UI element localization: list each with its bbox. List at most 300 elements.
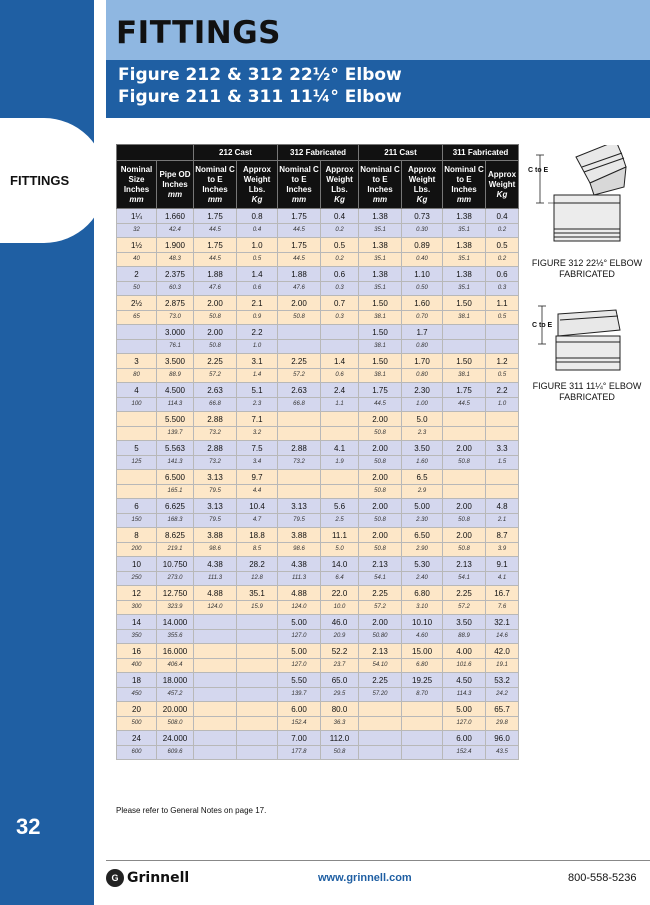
table-cell: 1.4 xyxy=(237,267,278,282)
table-cell: 1.75 xyxy=(278,238,321,253)
table-cell: 8.5 xyxy=(237,543,278,557)
table-cell: 1.1 xyxy=(486,296,519,311)
column-header: Approx Weight Lbs. Kg xyxy=(237,161,278,209)
table-cell: 44.5 xyxy=(194,224,237,238)
table-cell: 0.2 xyxy=(486,253,519,267)
table-cell: 8.625 xyxy=(157,528,194,543)
table-cell xyxy=(278,325,321,340)
table-row xyxy=(117,224,519,238)
table-cell: 0.6 xyxy=(321,369,359,383)
table-row xyxy=(117,470,519,485)
table-cell: 44.5 xyxy=(359,398,402,412)
table-cell: 88.9 xyxy=(443,630,486,644)
table-cell: 508.0 xyxy=(157,717,194,731)
table-cell: 44.5 xyxy=(194,253,237,267)
table-cell: 457.2 xyxy=(157,688,194,702)
table-cell: 2.2 xyxy=(237,325,278,340)
table-cell: 50.8 xyxy=(443,514,486,528)
table-cell: 2.30 xyxy=(402,383,443,398)
fig1-dimension-label: C to E xyxy=(528,167,549,174)
table-cell xyxy=(237,731,278,746)
table-cell: 6.500 xyxy=(157,470,194,485)
table-cell xyxy=(194,717,237,731)
footer-divider xyxy=(106,860,650,861)
table-row xyxy=(117,702,519,717)
table-row xyxy=(117,456,519,470)
table-cell: 1.38 xyxy=(443,238,486,253)
table-cell: 2.88 xyxy=(278,441,321,456)
table-cell: 0.89 xyxy=(402,238,443,253)
table-cell: 219.1 xyxy=(157,543,194,557)
table-row xyxy=(117,601,519,615)
table-cell: 1.38 xyxy=(443,267,486,282)
table-cell: 152.4 xyxy=(443,746,486,760)
table-cell: 50.8 xyxy=(359,456,402,470)
table-cell: 0.3 xyxy=(321,311,359,325)
table-cell: 10 xyxy=(117,557,157,572)
table-cell: 35.1 xyxy=(237,586,278,601)
table-cell: 54.1 xyxy=(359,572,402,586)
table-cell xyxy=(278,485,321,499)
table-cell: 1.4 xyxy=(237,369,278,383)
table-cell: 100 xyxy=(117,398,157,412)
table-cell xyxy=(278,340,321,354)
subtitle-line-1: Figure 212 & 312 22½° Elbow xyxy=(118,65,402,85)
table-cell: 6 xyxy=(117,499,157,514)
table-cell: 50.8 xyxy=(443,543,486,557)
group-header-blank xyxy=(117,145,194,161)
table-cell xyxy=(443,485,486,499)
table-cell: 0.6 xyxy=(321,267,359,282)
table-cell: 35.1 xyxy=(359,282,402,296)
table-row xyxy=(117,717,519,731)
table-row xyxy=(117,644,519,659)
table-cell: 5.6 xyxy=(321,499,359,514)
table-cell xyxy=(359,717,402,731)
table-cell: 24.2 xyxy=(486,688,519,702)
table-cell: 20.9 xyxy=(321,630,359,644)
table-cell: 2.30 xyxy=(402,514,443,528)
table-cell: 50.8 xyxy=(443,456,486,470)
table-cell: 2.00 xyxy=(194,325,237,340)
table-cell: 14.000 xyxy=(157,615,194,630)
table-cell: 2.00 xyxy=(443,499,486,514)
table-cell: 0.5 xyxy=(237,253,278,267)
table-cell: 2.875 xyxy=(157,296,194,311)
table-cell: 24.000 xyxy=(157,731,194,746)
table-cell: 23.7 xyxy=(321,659,359,673)
table-cell: 4 xyxy=(117,383,157,398)
table-cell xyxy=(443,340,486,354)
table-cell xyxy=(237,688,278,702)
table-cell xyxy=(486,485,519,499)
table-cell: 50.80 xyxy=(359,630,402,644)
table-row xyxy=(117,354,519,369)
table-cell: 177.8 xyxy=(278,746,321,760)
table-cell: 15.00 xyxy=(402,644,443,659)
table-cell: 2.00 xyxy=(443,441,486,456)
table-cell: 2.63 xyxy=(278,383,321,398)
table-cell: 14 xyxy=(117,615,157,630)
table-cell: 50.8 xyxy=(359,485,402,499)
website-link[interactable]: www.grinnell.com xyxy=(318,872,412,884)
table-cell: 0.4 xyxy=(486,209,519,224)
table-cell: 10.0 xyxy=(321,601,359,615)
table-cell: 88.9 xyxy=(157,369,194,383)
table-cell: 0.73 xyxy=(402,209,443,224)
table-cell: 2.00 xyxy=(359,615,402,630)
table-cell: 6.50 xyxy=(402,528,443,543)
table-cell: 3.50 xyxy=(443,615,486,630)
table-cell: 3.50 xyxy=(402,441,443,456)
table-cell: 5.00 xyxy=(278,615,321,630)
table-cell: 0.5 xyxy=(486,369,519,383)
table-cell: 127.0 xyxy=(278,630,321,644)
table-cell: 38.1 xyxy=(359,369,402,383)
table-cell: 52.2 xyxy=(321,644,359,659)
table-cell: 38.1 xyxy=(443,369,486,383)
table-cell: 2.00 xyxy=(359,528,402,543)
table-cell: 19.1 xyxy=(486,659,519,673)
table-cell: 44.5 xyxy=(443,398,486,412)
table-cell: 57.20 xyxy=(359,688,402,702)
table-cell xyxy=(117,412,157,427)
table-cell: 127.0 xyxy=(443,717,486,731)
table-cell: 1.38 xyxy=(359,238,402,253)
table-row xyxy=(117,514,519,528)
table-cell: 139.7 xyxy=(278,688,321,702)
table-cell: 5.563 xyxy=(157,441,194,456)
table-cell: 323.9 xyxy=(157,601,194,615)
table-cell: 18.8 xyxy=(237,528,278,543)
table-cell: 2.90 xyxy=(402,543,443,557)
table-cell xyxy=(443,412,486,427)
table-cell: 0.8 xyxy=(237,209,278,224)
table-cell: 1.60 xyxy=(402,456,443,470)
table-cell xyxy=(486,412,519,427)
table-cell: 2.4 xyxy=(321,383,359,398)
table-cell: 6.625 xyxy=(157,499,194,514)
table-cell: 1.7 xyxy=(402,325,443,340)
table-cell: 50.8 xyxy=(321,746,359,760)
table-cell: 32 xyxy=(117,224,157,238)
table-cell: 29.8 xyxy=(486,717,519,731)
table-cell: 6.00 xyxy=(278,702,321,717)
logo-text: Grinnell xyxy=(127,870,190,886)
table-cell: 4.500 xyxy=(157,383,194,398)
table-cell: 3.10 xyxy=(402,601,443,615)
table-cell xyxy=(321,485,359,499)
table-cell xyxy=(237,702,278,717)
table-cell: 80 xyxy=(117,369,157,383)
table-cell: 2.00 xyxy=(194,296,237,311)
table-cell: 1.88 xyxy=(278,267,321,282)
table-cell: 98.6 xyxy=(278,543,321,557)
table-cell: 3.9 xyxy=(486,543,519,557)
table-cell: 300 xyxy=(117,601,157,615)
table-row xyxy=(117,615,519,630)
table-cell: 16.000 xyxy=(157,644,194,659)
table-cell: 3.500 xyxy=(157,354,194,369)
table-cell: 73.2 xyxy=(194,456,237,470)
table-cell: 16.7 xyxy=(486,586,519,601)
table-cell: 35.1 xyxy=(359,224,402,238)
table-cell: 8.7 xyxy=(486,528,519,543)
table-cell: 19.25 xyxy=(402,673,443,688)
table-cell: 46.0 xyxy=(321,615,359,630)
table-cell: 5.00 xyxy=(443,702,486,717)
table-cell: 2.25 xyxy=(194,354,237,369)
table-cell: 98.6 xyxy=(194,543,237,557)
table-cell: 450 xyxy=(117,688,157,702)
table-cell: 12.750 xyxy=(157,586,194,601)
table-cell: 1.0 xyxy=(237,238,278,253)
table-cell xyxy=(117,427,157,441)
table-row xyxy=(117,238,519,253)
table-cell: 4.88 xyxy=(278,586,321,601)
table-cell: 4.4 xyxy=(237,485,278,499)
table-cell: 3 xyxy=(117,354,157,369)
group-header: 312 Fabricated xyxy=(278,145,359,161)
table-cell: 79.5 xyxy=(194,514,237,528)
grinnell-logo-icon: G xyxy=(106,869,124,887)
table-cell: 44.5 xyxy=(278,224,321,238)
table-cell: 10.10 xyxy=(402,615,443,630)
table-cell: 54.1 xyxy=(443,572,486,586)
table-cell: 5.0 xyxy=(402,412,443,427)
table-cell: 8.70 xyxy=(402,688,443,702)
table-cell: 18.000 xyxy=(157,673,194,688)
table-cell: 4.88 xyxy=(194,586,237,601)
column-header: Nominal C to E Inches mm xyxy=(443,161,486,209)
table-cell xyxy=(194,702,237,717)
table-cell: 1.50 xyxy=(443,354,486,369)
table-cell: 0.6 xyxy=(237,282,278,296)
elbow-11-25-drawing xyxy=(528,300,648,375)
table-cell: 2.3 xyxy=(402,427,443,441)
table-row xyxy=(117,311,519,325)
table-cell: 2.1 xyxy=(486,514,519,528)
table-cell: 5 xyxy=(117,441,157,456)
table-cell: 15.9 xyxy=(237,601,278,615)
table-cell: 24 xyxy=(117,731,157,746)
table-cell: 355.6 xyxy=(157,630,194,644)
table-cell: 3.88 xyxy=(194,528,237,543)
table-cell: 35.1 xyxy=(443,253,486,267)
table-cell: 38.1 xyxy=(443,311,486,325)
table-cell: 4.1 xyxy=(321,441,359,456)
table-cell: 350 xyxy=(117,630,157,644)
table-cell: 2.88 xyxy=(194,441,237,456)
table-cell: 168.3 xyxy=(157,514,194,528)
table-cell: 1.75 xyxy=(359,383,402,398)
table-cell: 10.750 xyxy=(157,557,194,572)
table-cell xyxy=(443,325,486,340)
table-cell: 101.6 xyxy=(443,659,486,673)
table-cell: 111.3 xyxy=(194,572,237,586)
table-cell xyxy=(237,717,278,731)
elbow-22-5-drawing xyxy=(528,145,648,255)
table-cell: 5.00 xyxy=(402,499,443,514)
table-cell: 2.2 xyxy=(486,383,519,398)
table-cell: 3.13 xyxy=(194,470,237,485)
table-cell: 2.3 xyxy=(237,398,278,412)
table-cell: 2.00 xyxy=(278,296,321,311)
table-cell: 12 xyxy=(117,586,157,601)
table-cell: 1.00 xyxy=(402,398,443,412)
table-cell xyxy=(486,340,519,354)
table-cell: 48.3 xyxy=(157,253,194,267)
table-cell: 0.3 xyxy=(486,282,519,296)
table-cell: 0.4 xyxy=(237,224,278,238)
table-cell: 2.00 xyxy=(359,470,402,485)
table-cell xyxy=(321,340,359,354)
table-cell: 2.63 xyxy=(194,383,237,398)
table-cell: 50 xyxy=(117,282,157,296)
table-cell: 7.5 xyxy=(237,441,278,456)
table-cell: 1.50 xyxy=(359,296,402,311)
table-cell xyxy=(443,470,486,485)
table-cell xyxy=(321,470,359,485)
table-cell: 1.2 xyxy=(486,354,519,369)
table-row xyxy=(117,659,519,673)
table-cell xyxy=(486,427,519,441)
table-cell: 57.2 xyxy=(278,369,321,383)
table-cell: 16 xyxy=(117,644,157,659)
table-cell: 36.3 xyxy=(321,717,359,731)
table-cell: 5.0 xyxy=(321,543,359,557)
table-cell: 114.3 xyxy=(157,398,194,412)
table-cell: 42.4 xyxy=(157,224,194,238)
table-cell: 8 xyxy=(117,528,157,543)
table-cell: 14.6 xyxy=(486,630,519,644)
table-cell: 2.13 xyxy=(359,644,402,659)
table-cell: 7.6 xyxy=(486,601,519,615)
column-header: Nominal C to E Inches mm xyxy=(278,161,321,209)
table-cell: 3.3 xyxy=(486,441,519,456)
table-cell: 1¼ xyxy=(117,209,157,224)
table-cell: 125 xyxy=(117,456,157,470)
table-row xyxy=(117,499,519,514)
table-group-header-row xyxy=(117,145,519,161)
table-cell: 0.80 xyxy=(402,340,443,354)
table-cell: 7.1 xyxy=(237,412,278,427)
fig1-caption: FIGURE 312 22½° ELBOW FABRICATED xyxy=(531,258,643,279)
table-cell: 4.50 xyxy=(443,673,486,688)
table-cell: 20.000 xyxy=(157,702,194,717)
table-cell: 0.80 xyxy=(402,369,443,383)
table-cell xyxy=(278,412,321,427)
subtitle-line-2: Figure 211 & 311 11¼° Elbow xyxy=(118,87,402,107)
table-cell: 139.7 xyxy=(157,427,194,441)
table-cell: 50.8 xyxy=(194,340,237,354)
table-cell xyxy=(194,659,237,673)
table-cell: 0.30 xyxy=(402,224,443,238)
table-cell: 66.8 xyxy=(194,398,237,412)
table-cell: 2.25 xyxy=(443,586,486,601)
table-cell: 0.4 xyxy=(321,209,359,224)
table-cell: 57.2 xyxy=(443,601,486,615)
table-cell: 1.38 xyxy=(359,209,402,224)
table-cell: 35.1 xyxy=(359,253,402,267)
table-cell: 38.1 xyxy=(359,340,402,354)
table-cell xyxy=(194,615,237,630)
table-cell: 65 xyxy=(117,311,157,325)
table-cell: 2.00 xyxy=(443,528,486,543)
table-cell: 1.10 xyxy=(402,267,443,282)
table-cell: 14.0 xyxy=(321,557,359,572)
table-cell: 0.40 xyxy=(402,253,443,267)
table-row xyxy=(117,383,519,398)
table-cell: 1.75 xyxy=(278,209,321,224)
fig2-dimension-label: C to E xyxy=(532,322,553,329)
table-cell: 2.25 xyxy=(359,586,402,601)
table-cell: 0.5 xyxy=(321,238,359,253)
table-cell xyxy=(237,644,278,659)
group-header: 212 Cast xyxy=(194,145,278,161)
table-cell: 4.8 xyxy=(486,499,519,514)
table-cell: 1.70 xyxy=(402,354,443,369)
table-cell: 2.00 xyxy=(359,412,402,427)
table-cell: 53.2 xyxy=(486,673,519,688)
table-cell: 79.5 xyxy=(278,514,321,528)
table-cell xyxy=(278,427,321,441)
table-cell: 3.2 xyxy=(237,427,278,441)
table-row xyxy=(117,485,519,499)
table-cell xyxy=(359,746,402,760)
table-cell: 3.13 xyxy=(194,499,237,514)
table-cell xyxy=(321,427,359,441)
table-cell: 7.00 xyxy=(278,731,321,746)
table-cell: 1.5 xyxy=(486,456,519,470)
table-cell: 96.0 xyxy=(486,731,519,746)
table-cell: 42.0 xyxy=(486,644,519,659)
table-cell: 29.5 xyxy=(321,688,359,702)
table-cell xyxy=(117,485,157,499)
column-header: Nominal C to E Inches mm xyxy=(359,161,402,209)
table-cell: 4.60 xyxy=(402,630,443,644)
table-cell: 0.2 xyxy=(486,224,519,238)
table-cell: 2½ xyxy=(117,296,157,311)
table-cell: 4.1 xyxy=(486,572,519,586)
fittings-table xyxy=(116,144,519,760)
table-row xyxy=(117,325,519,340)
table-cell: 5.30 xyxy=(402,557,443,572)
table-cell: 609.6 xyxy=(157,746,194,760)
header-title-bar xyxy=(106,0,650,60)
table-cell xyxy=(117,470,157,485)
phone-number: 800-558-5236 xyxy=(568,872,637,884)
table-cell: 150 xyxy=(117,514,157,528)
table-cell: 66.8 xyxy=(278,398,321,412)
column-header: Pipe OD Inches mm xyxy=(157,161,194,209)
table-cell: 79.5 xyxy=(194,485,237,499)
table-cell: 0.70 xyxy=(402,311,443,325)
column-header: Approx Weight Kg xyxy=(486,161,519,209)
table-cell: 273.0 xyxy=(157,572,194,586)
table-cell: 80.0 xyxy=(321,702,359,717)
table-row xyxy=(117,412,519,427)
table-row xyxy=(117,441,519,456)
table-row xyxy=(117,267,519,282)
table-cell: 1.660 xyxy=(157,209,194,224)
table-row xyxy=(117,630,519,644)
table-cell: 50.8 xyxy=(359,427,402,441)
table-cell xyxy=(194,688,237,702)
table-row xyxy=(117,340,519,354)
table-cell: 32.1 xyxy=(486,615,519,630)
table-cell: 1.50 xyxy=(359,354,402,369)
